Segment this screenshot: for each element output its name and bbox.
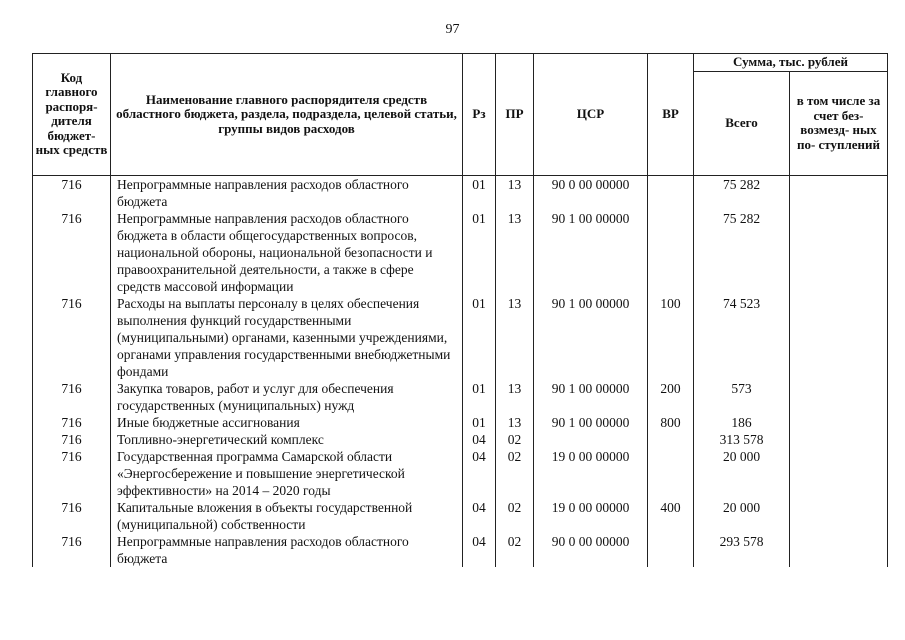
header-total: Всего — [694, 71, 790, 175]
header-gratis: в том числе за счет без- возмезд- ных по- ступлений — [790, 71, 888, 175]
row-csr: 90 0 00 00000 — [534, 533, 648, 567]
row-pr: 13 — [496, 175, 534, 210]
row-pr: 02 — [496, 499, 534, 533]
row-code: 716 — [33, 210, 111, 295]
row-code: 716 — [33, 533, 111, 567]
row-csr: 90 1 00 00000 — [534, 380, 648, 414]
header-name: Наименование главного распорядителя средств областного бюджета, раздела, подраздела, целевой статьи, группы видов расходов — [111, 54, 463, 176]
row-vr: 100 — [648, 295, 694, 380]
row-name: Топливно-энергетический комплекс — [111, 431, 463, 448]
header-sum-title: Сумма, тыс. рублей — [694, 54, 888, 72]
header-vr: ВР — [648, 54, 694, 176]
row-rz: 04 — [463, 499, 496, 533]
row-pr: 02 — [496, 431, 534, 448]
row-gratis — [790, 210, 888, 295]
row-csr: 19 0 00 00000 — [534, 499, 648, 533]
budget-table — [32, 53, 888, 567]
table-row — [33, 448, 888, 499]
row-rz: 04 — [463, 431, 496, 448]
row-total: 293 578 — [694, 533, 790, 567]
table-row — [33, 210, 888, 295]
row-pr: 02 — [496, 533, 534, 567]
table-row — [33, 175, 888, 210]
row-gratis — [790, 175, 888, 210]
row-vr — [648, 210, 694, 295]
row-total: 186 — [694, 414, 790, 431]
row-code: 716 — [33, 431, 111, 448]
row-rz: 01 — [463, 380, 496, 414]
row-pr: 13 — [496, 380, 534, 414]
row-pr: 13 — [496, 295, 534, 380]
row-pr: 13 — [496, 210, 534, 295]
row-total: 75 282 — [694, 210, 790, 295]
row-gratis — [790, 295, 888, 380]
row-vr: 200 — [648, 380, 694, 414]
row-rz: 04 — [463, 533, 496, 567]
row-vr — [648, 431, 694, 448]
row-gratis — [790, 431, 888, 448]
row-name: Закупка товаров, работ и услуг для обеспечения государственных (муниципальных) нужд — [111, 380, 463, 414]
row-pr: 02 — [496, 448, 534, 499]
row-code: 716 — [33, 380, 111, 414]
row-vr: 800 — [648, 414, 694, 431]
row-name: Расходы на выплаты персоналу в целях обеспечения выполнения функций государственными (муниципальными) органами, казенными учреждениями, органами управления государственными внебюджетными фондами — [111, 295, 463, 380]
row-name: Непрограммные направления расходов областного бюджета в области общегосударственных вопросов, национальной обороны, национальной безопасности и правоохранительной деятельности, а также в сфере средств массовой информации — [111, 210, 463, 295]
row-name: Капитальные вложения в объекты государственной (муниципальной) собственности — [111, 499, 463, 533]
table-row — [33, 380, 888, 414]
row-name: Непрограммные направления расходов областного бюджета — [111, 533, 463, 567]
row-rz: 01 — [463, 295, 496, 380]
row-gratis — [790, 499, 888, 533]
row-code: 716 — [33, 414, 111, 431]
row-total: 20 000 — [694, 499, 790, 533]
table-row — [33, 431, 888, 448]
row-gratis — [790, 533, 888, 567]
row-total: 20 000 — [694, 448, 790, 499]
row-total: 573 — [694, 380, 790, 414]
table-row — [33, 295, 888, 380]
row-csr: 90 1 00 00000 — [534, 295, 648, 380]
row-gratis — [790, 414, 888, 431]
row-csr: 90 0 00 00000 — [534, 175, 648, 210]
row-vr — [648, 175, 694, 210]
row-total: 74 523 — [694, 295, 790, 380]
row-name: Непрограммные направления расходов областного бюджета — [111, 175, 463, 210]
row-total: 313 578 — [694, 431, 790, 448]
row-code: 716 — [33, 295, 111, 380]
row-code: 716 — [33, 448, 111, 499]
row-csr: 90 1 00 00000 — [534, 414, 648, 431]
row-csr: 90 1 00 00000 — [534, 210, 648, 295]
row-gratis — [790, 448, 888, 499]
row-rz: 01 — [463, 210, 496, 295]
table-row — [33, 499, 888, 533]
row-pr: 13 — [496, 414, 534, 431]
row-csr: 19 0 00 00000 — [534, 448, 648, 499]
header-rz: Рз — [463, 54, 496, 176]
row-name: Государственная программа Самарской области «Энергосбережение и повышение энергетической эффективности» на 2014 – 2020 годы — [111, 448, 463, 499]
row-rz: 01 — [463, 175, 496, 210]
header-pr: ПР — [496, 54, 534, 176]
table-row — [33, 533, 888, 567]
row-csr — [534, 431, 648, 448]
header-code: Код главного распоря- дителя бюджет- ных средств — [33, 54, 111, 176]
row-total: 75 282 — [694, 175, 790, 210]
row-code: 716 — [33, 499, 111, 533]
row-vr — [648, 448, 694, 499]
row-rz: 04 — [463, 448, 496, 499]
row-vr — [648, 533, 694, 567]
row-gratis — [790, 380, 888, 414]
row-name: Иные бюджетные ассигнования — [111, 414, 463, 431]
page-number: 97 — [445, 22, 460, 37]
row-vr: 400 — [648, 499, 694, 533]
header-csr: ЦСР — [534, 54, 648, 176]
row-code: 716 — [33, 175, 111, 210]
row-rz: 01 — [463, 414, 496, 431]
table-row — [33, 414, 888, 431]
